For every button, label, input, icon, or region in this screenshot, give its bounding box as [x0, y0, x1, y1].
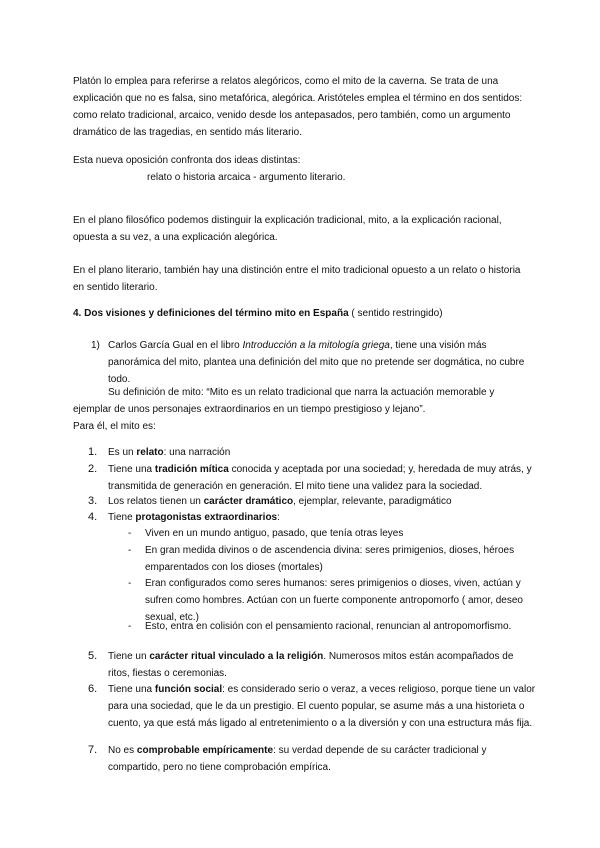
- list-item-1: [108, 444, 536, 461]
- list-item-3-post: , ejemplar, relevante, paradigmático: [293, 496, 452, 507]
- list-item-6-pre: Tiene una: [108, 684, 155, 695]
- list-item-7-post: : su verdad depende de su carácter tradicional y compartido, pero no tiene comprobación empírica.: [108, 745, 487, 773]
- list-item-5-pre: Tiene un: [108, 651, 150, 662]
- gual-paragraph: [108, 337, 536, 388]
- sub-item-3: Eran configurados como seres humanos: seres primigenios o dioses, viven, actúan y sufren como hombres. Actúan con un fuerte componente antropomorfo ( amor, deseo sexual, etc.): [145, 578, 523, 623]
- gual-book-title: Introducción a la mitología griega: [242, 340, 390, 351]
- list-item-6: [108, 681, 536, 732]
- list-item-4-number: 4.: [88, 511, 98, 523]
- myth-definition: Su definición de mito: “Mito es un relato tradicional que narra la actuación memorable y ejemplar de unos personajes extraordinarios en un tiempo prestigioso y lejano”.: [73, 387, 495, 415]
- list-item-5-bold: carácter ritual vinculado a la religión: [149, 651, 324, 662]
- list-item-7-number: 7.: [88, 744, 98, 756]
- list-item-4: [108, 509, 536, 526]
- section-4-heading-rest: ( sentido restringido): [348, 308, 443, 319]
- sub-item-2: En gran medida divinos o de ascendencia divina: seres primigenios, dioses, héroes emparentados con los dioses (mortales): [145, 545, 515, 573]
- sub-item-4-dash: -: [128, 621, 132, 632]
- list-item-7-bold: comprobable empíricamente: [136, 745, 274, 756]
- opposition-formula: relato o historia arcaica - argumento literario.: [147, 172, 346, 183]
- sub-item-4: Esto, entra en colisión con el pensamiento racional, renuncian al antropomorfismo.: [145, 621, 512, 632]
- section-4-heading-bold: 4. Dos visiones y definiciones del término mito en España: [73, 308, 349, 319]
- sub-item-2-dash: -: [128, 545, 132, 556]
- intro-paragraph-philosophical: En el plano filosófico podemos distinguir la explicación tradicional, mito, a la explicación racional, opuesta a su vez, a una explicación alegórica.: [73, 215, 502, 243]
- gual-text-b: , tiene una visión más panorámica del mito, plantea una definición del mito que no pretende ser dogmática, no cubre todo.: [108, 340, 525, 385]
- list-item-4-post: :: [277, 512, 280, 523]
- list-item-5-number: 5.: [88, 650, 98, 662]
- sub-item-3-dash: -: [128, 578, 132, 589]
- list-item-1-pre: Es un: [108, 447, 137, 458]
- gual-item-number: 1): [91, 340, 100, 351]
- list-item-2-bold: tradición mítica: [154, 464, 229, 475]
- sub-item-1-dash: -: [128, 528, 132, 539]
- list-item-7-pre: No es: [108, 745, 137, 756]
- list-item-1-bold: relato: [136, 447, 164, 458]
- list-item-7: [108, 742, 536, 776]
- list-item-1-number: 1.: [88, 446, 98, 458]
- para-el-label: Para él, el mito es:: [73, 421, 156, 432]
- list-item-6-number: 6.: [88, 683, 98, 695]
- intro-paragraph-opposition: Esta nueva oposición confronta dos ideas distintas:: [73, 155, 301, 166]
- list-item-2-post: conocida y aceptada por una sociedad; y, heredada de muy atrás, y transmitida de generación en generación. El mito tiene una validez para la sociedad.: [108, 464, 532, 492]
- sub-item-1: Viven en un mundo antiguo, pasado, que tenía otras leyes: [145, 528, 404, 539]
- list-item-3-number: 3.: [88, 495, 98, 507]
- section-4-heading: [73, 305, 443, 322]
- list-item-5-post: . Numerosos mitos están acompañados de ritos, fiestas o ceremonias.: [108, 651, 514, 679]
- list-item-2-pre: Tiene una: [108, 464, 155, 475]
- list-item-6-bold: función social: [154, 684, 223, 695]
- gual-text-a: Carlos García Gual en el libro: [108, 340, 243, 351]
- list-item-3-bold: carácter dramático: [203, 496, 294, 507]
- list-item-3: [108, 493, 536, 510]
- list-item-2: [108, 461, 536, 495]
- list-item-4-pre: Tiene: [108, 512, 136, 523]
- list-item-1-post: : una narración: [163, 447, 231, 458]
- list-item-5: [108, 648, 536, 682]
- intro-paragraph-plato: Platón lo emplea para referirse a relatos alegóricos, como el mito de la caverna. Se trata de una explicación que no es falsa, sino metafórica, alegórica. Aristóteles emplea el término en dos sentidos: como relato tradicional, arcaico, venido desde los antepasados, pero también, como un argumento dramático de las tragedias, en sentido más literario.: [73, 76, 523, 138]
- list-item-2-number: 2.: [88, 463, 98, 475]
- intro-paragraph-literary: En el plano literario, también hay una distinción entre el mito tradicional opuesto a un relato o historia en sentido literario.: [73, 265, 521, 293]
- list-item-4-bold: protagonistas extraordinarios: [135, 512, 278, 523]
- list-item-6-post: : es considerado serio o veraz, a veces religioso, porque tiene un valor para una sociedad, que le da un prestigio. El cuento popular, se asume más a una historieta o cuento, ya que está más ligado al entretenimiento o a la diversión y con una estructura más fija.: [108, 684, 536, 729]
- list-item-3-pre: Los relatos tienen un: [108, 496, 204, 507]
